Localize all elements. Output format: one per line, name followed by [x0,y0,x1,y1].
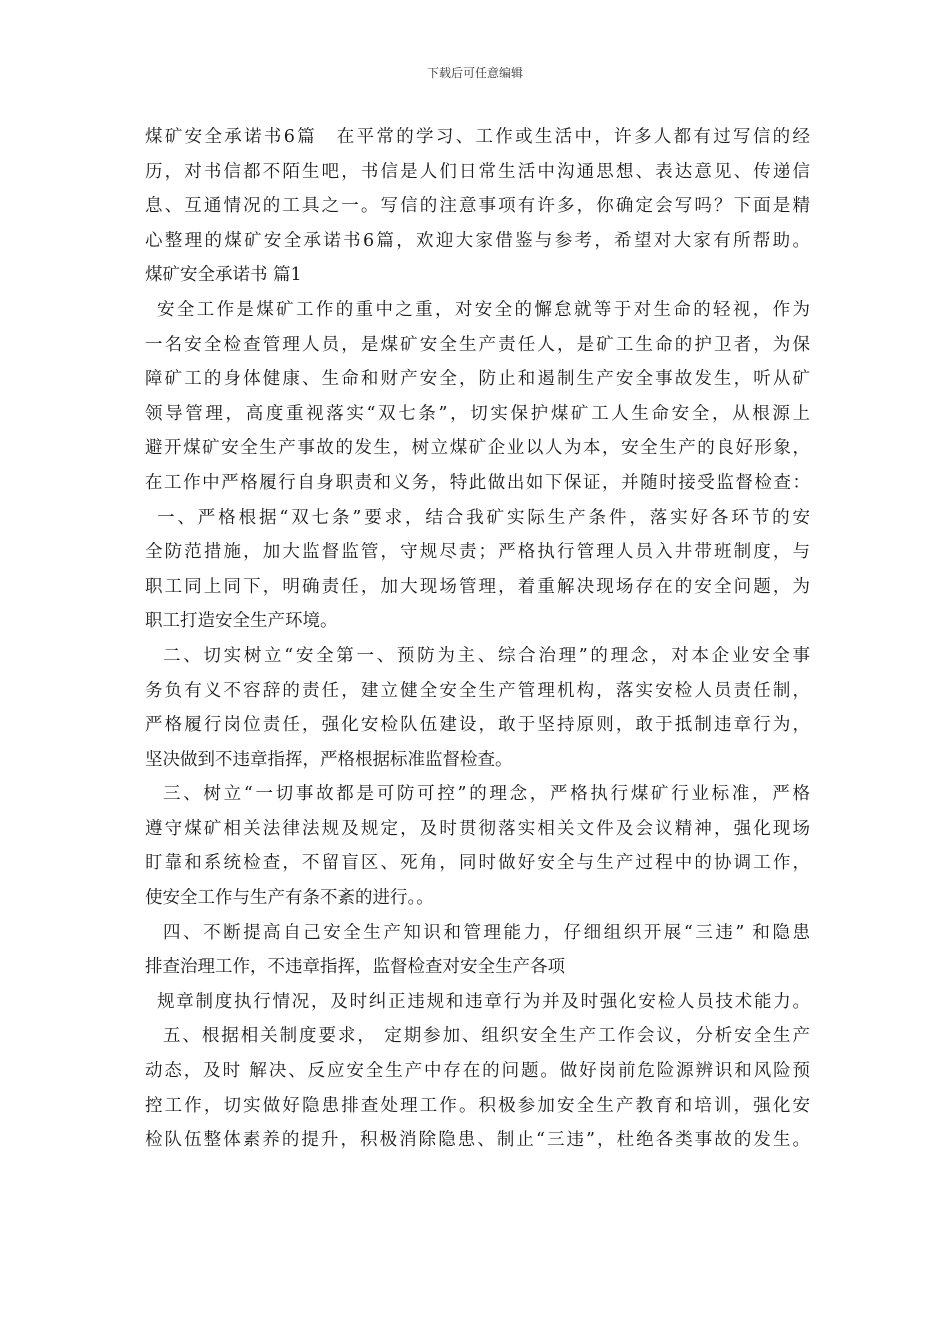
paragraph-line: 遵守煤矿相关法律法规及规定，及时贯彻落实相关文件及会议精神，强化现场 [145,818,810,839]
paragraph-line: 坚决做到不违章指挥，严格根据标准监督检查。 [145,749,513,770]
paragraph-line: 一名安全检查管理人员，是煤矿安全生产责任人，是矿工生命的护卫者，为保 [145,334,810,355]
paragraph-line: 心整理的煤矿安全承诺书6篇，欢迎大家借鉴与参考，希望对大家有所帮助。 [145,230,810,251]
paragraph-line: 领导管理，高度重视落实“双七条”，切实保护煤矿工人生命安全，从根源上 [145,403,810,424]
section-heading: 煤矿安全承诺书 篇1 [145,265,302,286]
paragraph-line: 安全工作是煤矿工作的重中之重，对安全的懈怠就等于对生命的轻视，作为 [157,299,810,320]
document-body [145,120,810,1158]
paragraph-line: 检队伍整体素养的提升，积极消除隐患、制止“三违”，杜绝各类事故的发生。 [145,1130,810,1151]
paragraph-line: 三、树立“一切事故都是可防可控”的理念，严格执行煤矿行业标准，严格 [163,784,810,805]
paragraph-line: 五、根据相关制度要求， 定期参加、组织安全生产工作会议，分析安全生产 [163,1026,810,1047]
paragraph-line: 规章制度执行情况，及时纠正违规和违章行为并及时强化安检人员技术能力。 [157,991,810,1012]
paragraph-line: 控工作，切实做好隐患排查处理工作。积极参加安全生产教育和培训，强化安 [145,1095,810,1116]
paragraph-line: 二、切实树立“安全第一、预防为主、综合治理”的理念，对本企业安全事 [163,645,810,666]
paragraph-line: 动态，及时 解决、反应安全生产中存在的问题。做好岗前危险源辨识和风险预 [145,1061,810,1082]
paragraph-line: 严格履行岗位责任，强化安检队伍建设，敢于坚持原则，敢于抵制违章行为， [145,715,810,736]
paragraph-line: 历，对书信都不陌生吧，书信是人们日常生活中沟通思想、表达意见、传递信 [145,161,810,182]
paragraph-line: 在工作中严格履行自身职责和义务，特此做出如下保证，并随时接受监督检查： [145,472,810,493]
paragraph-line: 煤矿安全承诺书6篇 在平常的学习、工作或生活中，许多人都有过写信的经 [145,127,810,147]
paragraph-line: 盯靠和系统检查，不留盲区、死角，同时做好安全与生产过程中的协调工作， [145,853,810,874]
paragraph-line: 使安全工作与生产有条不紊的进行。。 [145,888,434,909]
paragraph-line: 四、不断提高自己安全生产知识和管理能力，仔细组织开展“三违” 和隐患 [163,922,810,943]
paragraph-line: 息、互通情况的工具之一。写信的注意事项有许多，你确定会写吗？下面是精 [145,196,810,217]
paragraph-line: 全防范措施，加大监督监管，守规尽责；严格执行管理人员入井带班制度，与 [145,542,810,563]
page-header: 下载后可任意编辑 [426,66,523,80]
paragraph-line: 职工同上同下，明确责任，加大现场管理，着重解决现场存在的安全问题，为 [145,576,810,597]
paragraph-line: 排查治理工作，不违章指挥，监督检查对安全生产各项 [145,957,565,978]
paragraph-line: 职工打造安全生产环境。 [145,611,338,632]
paragraph-line: 障矿工的身体健康、生命和财产安全，防止和遏制生产安全事故发生，听从矿 [145,369,810,390]
paragraph-line: 避开煤矿安全生产事故的发生，树立煤矿企业以人为本，安全生产的良好形象， [145,438,810,459]
paragraph-line: 一、严格根据“双七条”要求，结合我矿实际生产条件，落实好各环节的安 [157,507,810,528]
paragraph-line: 务负有义不容辞的责任，建立健全安全生产管理机构，落实安检人员责任制， [145,680,810,701]
